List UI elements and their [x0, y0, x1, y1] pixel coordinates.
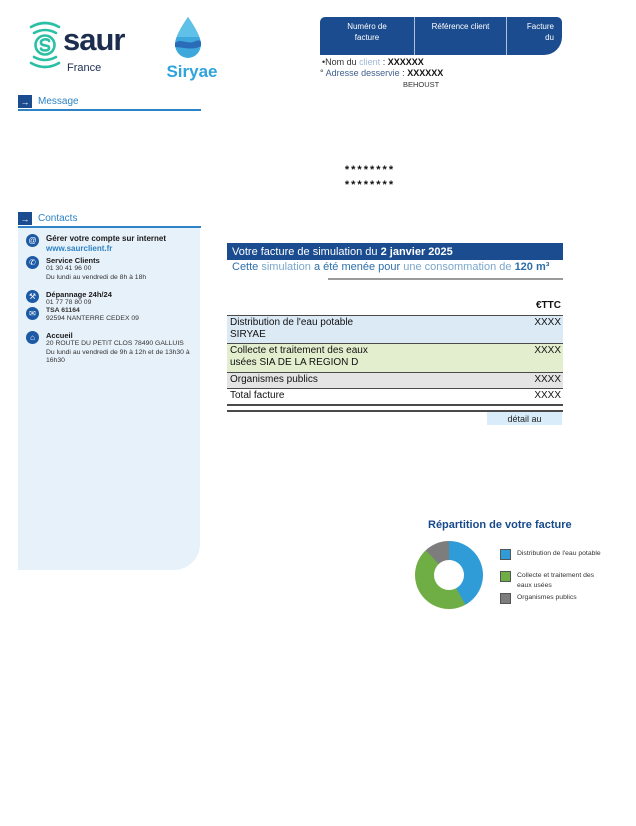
siryae-wordmark: Siryae — [166, 62, 218, 81]
siryae-drop-icon — [171, 16, 205, 60]
row-amount: XXXX — [534, 374, 561, 385]
arrow-icon: → — [18, 95, 32, 108]
legend-item-collecte: Collecte et traitement des eaux usées — [500, 571, 597, 590]
row-amount: XXXX — [534, 345, 561, 356]
home-icon: ⌂ — [26, 331, 39, 344]
served-address-line: ° Adresse desservie : XXXXXX — [320, 68, 444, 78]
contact-item-accueil — [26, 331, 196, 366]
arrow-icon: → — [18, 212, 32, 225]
invoice-header-box — [320, 17, 562, 55]
simulation-sentence: Cette simulation a été menée pour une consommation de 120 m³ — [232, 261, 550, 273]
envelope-icon: ✉ — [26, 307, 39, 320]
saurclient-link[interactable]: www.saurclient.fr — [46, 243, 113, 253]
chart-title: Répartition de votre facture — [428, 519, 572, 531]
row-amount: XXXX — [534, 317, 561, 328]
table-row-collecte: Collecte et traitement des eaux usées SIA DE LA REGION D XXXX — [227, 343, 563, 372]
detail-link[interactable]: détail au — [487, 412, 562, 425]
contact-item-internet — [26, 234, 196, 253]
legend-swatch-gray — [500, 593, 511, 604]
table-row-organismes: Organismes publics XXXX — [227, 372, 563, 388]
contact-phone: 01 77 78 80 09 — [46, 299, 92, 307]
saur-france-label: France — [67, 62, 102, 74]
served-address-city: BEHOUST — [403, 80, 440, 89]
table-row-distribution: Distribution de l'eau potable SIRYAE XXXX — [227, 315, 563, 343]
invoice-table — [227, 300, 563, 406]
divider-line — [328, 278, 563, 280]
consumption-value: 120 m³ — [514, 261, 550, 273]
message-underline — [18, 109, 201, 111]
invoice-date-header: Facture du — [526, 22, 554, 42]
contact-phone: 01 30 41 96 00 — [46, 265, 92, 273]
phone-icon: ✆ — [26, 256, 39, 269]
contact-label: Service Clients — [46, 256, 100, 265]
contact-label: Gérer votre compte sur internet — [46, 234, 167, 243]
invoice-number-header: Numéro de facture — [320, 17, 415, 55]
contacts-panel — [18, 228, 200, 570]
legend-swatch-blue — [500, 549, 511, 560]
contact-item-depannage — [26, 290, 196, 308]
contact-item-courrier — [26, 307, 196, 324]
message-section-title: Message — [38, 96, 79, 107]
contact-address: 92594 NANTERRE CEDEX 09 — [46, 315, 139, 323]
legend-item-distribution: Distribution de l'eau potable — [500, 549, 612, 560]
masked-line-1: ******** — [344, 164, 396, 176]
simulation-banner: Votre facture de simulation du 2 janvier 2025 — [227, 243, 563, 260]
table-row-total: Total facture XXXX — [227, 388, 563, 406]
contact-address: 20 ROUTE DU PETIT CLOS 78490 GALLUIS — [46, 340, 184, 348]
wrench-icon: ⚒ — [26, 290, 39, 303]
legend-item-organismes: Organismes publics — [500, 593, 612, 604]
contact-label: Dépannage 24h/24 — [46, 290, 112, 299]
donut-hole — [434, 560, 464, 590]
contact-item-service-clients — [26, 256, 196, 282]
saur-logo-icon — [24, 18, 66, 72]
legend-swatch-green — [500, 571, 511, 582]
contact-label: Accueil — [46, 331, 73, 340]
contact-label: TSA 61164 — [46, 307, 80, 314]
currency-column-header: €TTC — [536, 300, 561, 311]
simulation-date: 2 janvier 2025 — [380, 245, 453, 258]
masked-line-2: ******** — [344, 179, 396, 191]
saur-wordmark: saur — [63, 22, 125, 57]
contacts-section-title: Contacts — [38, 213, 78, 224]
client-reference-header: Référence client — [415, 17, 507, 55]
at-icon: @ — [26, 234, 39, 247]
row-amount: XXXX — [534, 390, 561, 401]
contact-hours: Du lundi au vendredi de 9h à 12h et de 13h30 à 16h30 — [46, 348, 190, 365]
client-name-line: •Nom du client : XXXXXX — [322, 57, 424, 67]
contact-hours: Du lundi au vendredi de 8h à 18h — [46, 273, 147, 281]
